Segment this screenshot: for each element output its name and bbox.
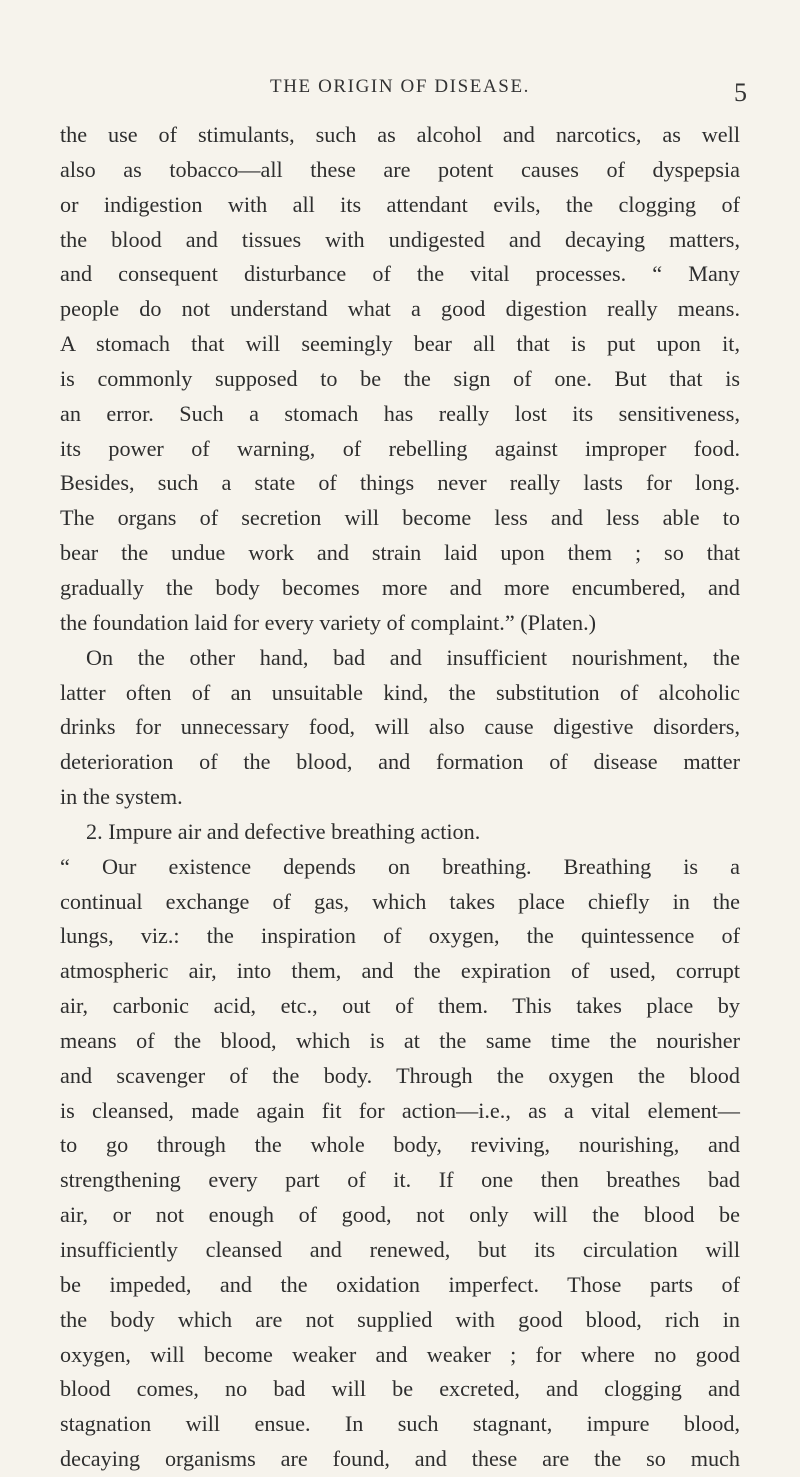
text-line: air, carbonic acid, etc., out of them. This takes place by	[60, 993, 740, 1019]
text-line: atmospheric air, into them, and the expiration of used, corrupt	[60, 958, 740, 984]
text-line: air, or not enough of good, not only will the blood be	[60, 1202, 740, 1228]
text-line: bear the undue work and strain laid upon them ; so that	[60, 540, 740, 566]
text-line: lungs, viz.: the inspiration of oxygen, the quintessence of	[60, 923, 740, 949]
running-title: THE ORIGIN OF DISEASE.	[269, 76, 531, 97]
text-line: deterioration of the blood, and formation of disease matter	[60, 749, 740, 775]
text-line: its power of warning, of rebelling against improper food.	[60, 435, 740, 461]
text-line: decaying organisms are found, and these are the so much	[60, 1446, 740, 1472]
text-line: or indigestion with all its attendant evils, the clogging of	[60, 191, 740, 217]
text-line: and scavenger of the body. Through the oxygen the blood	[60, 1062, 740, 1088]
text-line: the body which are not supplied with good blood, rich in	[60, 1306, 740, 1332]
text-line: latter often of an unsuitable kind, the substitution of alcoholic	[60, 679, 740, 705]
text-line: “ Our existence depends on breathing. Breathing is a	[60, 853, 740, 879]
text-line: A stomach that will seemingly bear all that is put upon it,	[60, 331, 740, 357]
text-line: is cleansed, made again fit for action—i.e., as a vital element—	[60, 1097, 740, 1123]
text-line: the blood and tissues with undigested and decaying matters,	[60, 226, 740, 252]
text-line: blood comes, no bad will be excreted, and clogging and	[60, 1376, 740, 1402]
text-line: gradually the body becomes more and more encumbered, and	[60, 574, 740, 600]
text-line: to go through the whole body, reviving, nourishing, and	[60, 1132, 740, 1158]
text-line: in the system.	[60, 784, 183, 810]
text-line: people do not understand what a good digestion really means.	[60, 296, 740, 322]
text-line: is commonly supposed to be the sign of one. But that is	[60, 365, 740, 391]
text-line: be impeded, and the oxidation imperfect. Those parts of	[60, 1271, 740, 1297]
text-line: the foundation laid for every variety of complaint.” (Platen.)	[60, 609, 597, 635]
text-line: insufficiently cleansed and renewed, but its circulation will	[60, 1237, 740, 1262]
text-line: an error. Such a stomach has really lost its sensitiveness,	[60, 400, 740, 426]
text-line: and consequent disturbance of the vital processes. “ Many	[60, 261, 740, 287]
page-number: 5	[734, 78, 747, 107]
text-line: continual exchange of gas, which takes place chiefly in the	[60, 888, 740, 914]
text-line: means of the blood, which is at the same time the nourisher	[60, 1027, 740, 1053]
text-line: The organs of secretion will become less and less able to	[60, 505, 740, 531]
text-line: also as tobacco—all these are potent causes of dyspepsia	[60, 156, 740, 182]
text-line: Besides, such a state of things never really lasts for long.	[60, 470, 740, 496]
text-line: oxygen, will become weaker and weaker ; for where no good	[60, 1341, 740, 1367]
body-text	[60, 118, 740, 1477]
text-line: strengthening every part of it. If one then breathes bad	[60, 1167, 740, 1193]
text-line: drinks for unnecessary food, will also cause digestive disorders,	[60, 714, 740, 740]
text-line: stagnation will ensue. In such stagnant, impure blood,	[60, 1411, 740, 1437]
running-head	[0, 76, 800, 106]
text-line: On the other hand, bad and insufficient nourishment, the	[86, 644, 740, 670]
text-line: 2. Impure air and defective breathing action.	[86, 818, 481, 844]
text-line: the use of stimulants, such as alcohol and narcotics, as well	[60, 122, 740, 147]
